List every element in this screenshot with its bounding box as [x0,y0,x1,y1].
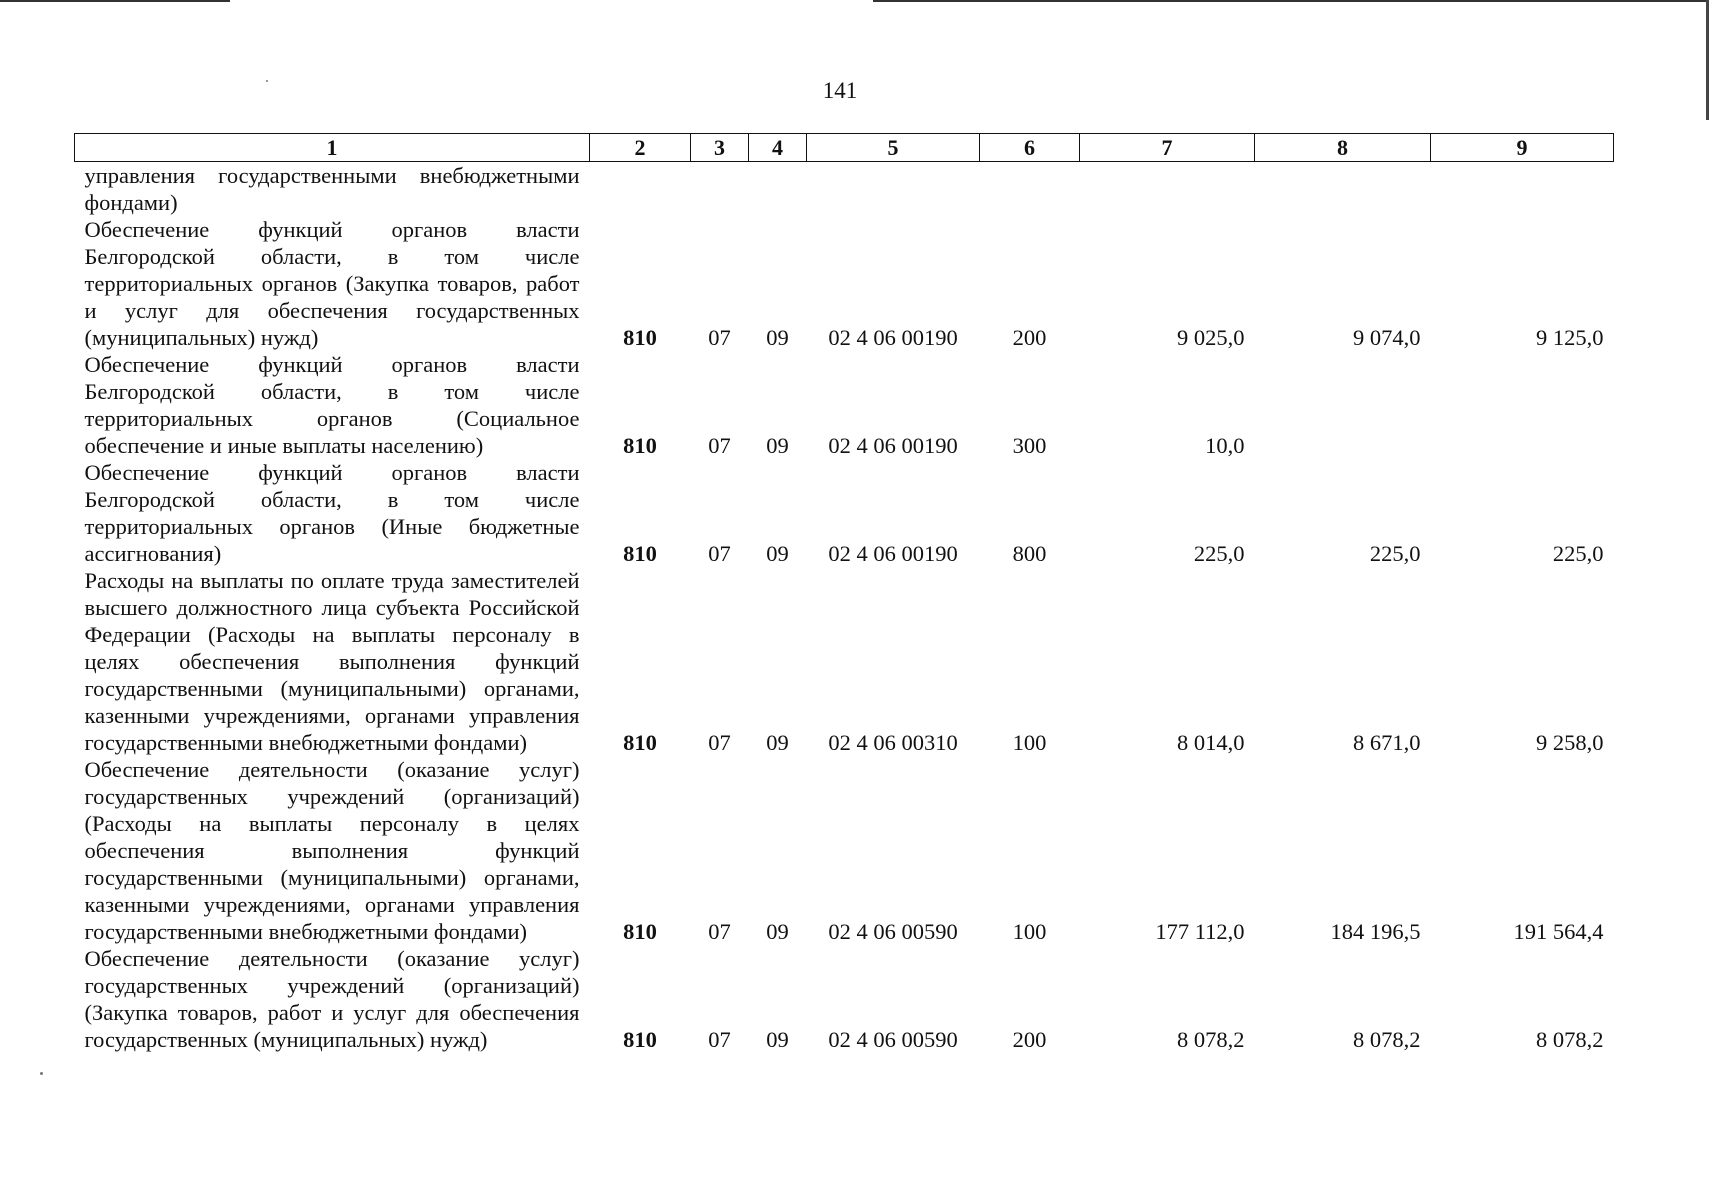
target-article-code: 02 4 06 00190 [828,433,958,458]
admin-code: 810 [623,541,657,566]
expense-description: Расходы на выплаты по оплате труда заместителей высшего должностного лица субъекта Российской Федерации (Расходы на выплаты персоналу в целях обеспечения выполнения функций государственными (муниципальными) органами, казенными учреждениями, органами управления государственными внебюджетными фондами) [84,568,580,755]
expense-type-code: 100 [1012,919,1047,944]
amount-col7: 177 112,0 [1155,919,1245,944]
section-code: 07 [708,433,731,458]
expense-description: Обеспечение функций органов власти Белгородской области, в том числе территориальных органов (Закупка товаров, работ и услуг для обеспечения государственных (муниципальных) нужд) [84,217,580,350]
amount-col8: 184 196,5 [1330,919,1421,944]
expense-type-code: 200 [1012,1027,1047,1052]
amount-col7 [1080,162,1255,217]
target-article-code: 02 4 06 00190 [828,541,958,566]
amount-col7: 10,0 [1205,433,1245,458]
admin-code: 810 [623,919,657,944]
table-row [75,567,1614,756]
column-header: 8 [1255,134,1431,162]
section-code [691,162,749,217]
expense-type-code: 200 [1012,325,1047,350]
table-row [75,945,1614,1053]
expense-type-code: 100 [1012,730,1047,755]
expense-type-code: 800 [1012,541,1047,566]
column-header: 9 [1431,134,1614,162]
amount-col9 [1431,162,1614,217]
admin-code: 810 [623,1027,657,1052]
target-article-code [807,162,980,217]
subsection-code: 09 [766,1027,789,1052]
admin-code: 810 [623,433,657,458]
amount-col7: 225,0 [1193,541,1245,566]
column-header: 4 [749,134,807,162]
amount-col9 [1431,351,1614,459]
scan-border-right-edge [1706,0,1709,120]
table-row [75,351,1614,459]
admin-code: 810 [623,325,657,350]
amount-col8 [1255,351,1431,459]
target-article-code: 02 4 06 00310 [828,730,958,755]
subsection-code: 09 [766,541,789,566]
amount-col9: 8 078,2 [1536,1027,1604,1052]
amount-col8: 8 078,2 [1353,1027,1421,1052]
target-article-code: 02 4 06 00190 [828,325,958,350]
expense-description: управления государственными внебюджетными фондами) [84,163,580,215]
amount-col8 [1255,162,1431,217]
column-header: 3 [691,134,749,162]
section-code: 07 [708,730,731,755]
expense-type-code: 300 [1012,433,1047,458]
amount-col9: 225,0 [1552,541,1604,566]
amount-col8: 9 074,0 [1353,325,1421,350]
column-header: 6 [980,134,1080,162]
target-article-code: 02 4 06 00590 [828,919,958,944]
subsection-code: 09 [766,919,789,944]
column-header: 2 [590,134,691,162]
expense-description: Обеспечение функций органов власти Белгородской области, в том числе территориальных органов (Социальное обеспечение и иные выплаты населению) [84,352,580,458]
column-header: 5 [807,134,980,162]
section-code: 07 [708,1027,731,1052]
scan-border-top-left [0,0,230,2]
page-number: 141 [822,78,858,103]
scan-speck [40,1072,43,1075]
target-article-code: 02 4 06 00590 [828,1027,958,1052]
subsection-code [749,162,807,217]
expense-description: Обеспечение функций органов власти Белгородской области, в том числе территориальных органов (Иные бюджетные ассигнования) [84,460,580,566]
subsection-code: 09 [766,730,789,755]
subsection-code: 09 [766,433,789,458]
amount-col7: 8 078,2 [1177,1027,1245,1052]
table-row [75,459,1614,567]
amount-col9: 9 258,0 [1536,730,1604,755]
amount-col7: 9 025,0 [1177,325,1245,350]
section-code: 07 [708,919,731,944]
budget-table [74,133,1614,1053]
table-row [75,162,1614,217]
admin-code: 810 [623,730,657,755]
column-header: 1 [75,134,590,162]
expense-description: Обеспечение деятельности (оказание услуг) государственных учреждений (организаций) (Расходы на выплаты персоналу в целях обеспечения выполнения функций государственными (муниципальными) органами, казенными учреждениями, органами управления государственными внебюджетными фондами) [84,757,580,944]
section-code: 07 [708,325,731,350]
amount-col9: 191 564,4 [1513,919,1604,944]
section-code: 07 [708,541,731,566]
amount-col9: 9 125,0 [1536,325,1604,350]
amount-col7: 8 014,0 [1177,730,1245,755]
subsection-code: 09 [766,325,789,350]
expense-description: Обеспечение деятельности (оказание услуг) государственных учреждений (организаций) (Закупка товаров, работ и услуг для обеспечения государственных (муниципальных) нужд) [84,946,580,1052]
table-row [75,216,1614,351]
amount-col8: 225,0 [1369,541,1421,566]
scan-border-top-right [873,0,1709,2]
expense-type-code [980,162,1080,217]
admin-code [590,162,691,217]
column-header: 7 [1080,134,1255,162]
amount-col8: 8 671,0 [1353,730,1421,755]
table-row [75,756,1614,945]
column-number-header-row [75,134,1614,162]
